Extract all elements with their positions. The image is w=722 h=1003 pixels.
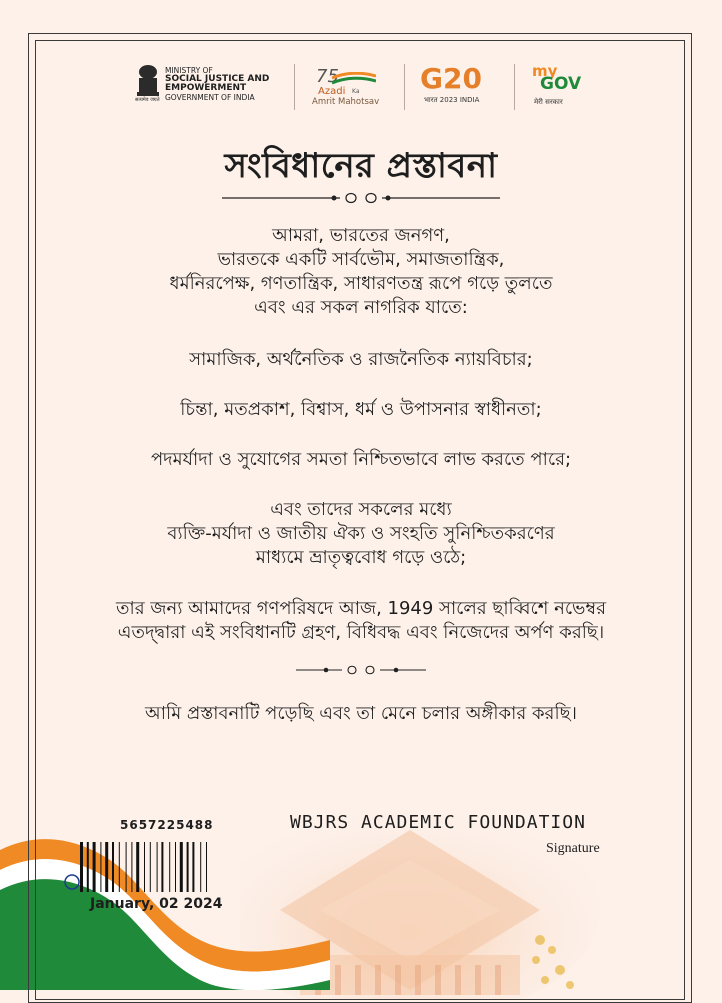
barcode-bar — [150, 842, 151, 892]
preamble-line: ধর্মনিরপেক্ষ, গণতান্ত্রিক, সাধারণতন্ত্র রূপে গড়ে তুলতে — [169, 273, 553, 294]
ministry-text — [165, 66, 269, 102]
mygov-logo — [530, 60, 590, 116]
barcode-bar — [144, 842, 145, 892]
barcode-bar — [126, 842, 127, 892]
preamble-paragraph-5 — [0, 498, 722, 570]
preamble-line: ব্যক্তি-মর্যাদা ও জাতীয় ঐক্য ও সংহতি সুনিশ্চিতকরণের — [167, 523, 555, 544]
azadi-ka-amrit-mahotsav-logo — [312, 60, 392, 116]
barcode-bar — [169, 842, 170, 892]
azadi-line1: Azadi — [318, 86, 346, 97]
ministry-line1: MINISTRY OF — [165, 66, 213, 75]
ministry-line3: EMPOWERMENT — [165, 83, 247, 93]
barcode-bar — [175, 842, 176, 892]
barcode-bar — [80, 842, 83, 892]
barcode-bar — [200, 842, 201, 892]
barcode-bar — [93, 842, 96, 892]
barcode-bar — [87, 842, 89, 892]
preamble-paragraph-1 — [0, 224, 722, 320]
ministry-line2: SOCIAL JUSTICE AND — [165, 74, 270, 84]
g20-line: भारत 2023 INDIA — [424, 96, 480, 104]
logo-divider — [404, 64, 405, 110]
ministry-line4: GOVERNMENT OF INDIA — [165, 93, 255, 102]
barcode-bar — [180, 842, 183, 892]
preamble-paragraph-6 — [0, 597, 722, 645]
page-title: সংবিধানের প্রস্তাবনা — [224, 146, 498, 186]
serial-number: 5657225488 — [120, 818, 214, 832]
mygov-my: my — [532, 62, 558, 80]
preamble-line: এতদ্দ্বারা এই সংবিধানটি গ্রহণ, বিধিবদ্ধ এবং নিজেদের অর্পণ করছি। — [117, 622, 605, 643]
mygov-gov: GOV — [540, 74, 582, 94]
preamble-liberty: চিন্তা, মতপ্রকাশ, বিশ্বাস, ধর্ম ও উপাসনার স্বাধীনতা; — [180, 399, 542, 420]
barcode-bar — [157, 842, 158, 892]
barcode-bar — [105, 842, 108, 892]
preamble-line: এবং তাদের সকলের মধ্যে — [270, 499, 452, 520]
title-ornament-divider — [222, 188, 500, 208]
barcode-bar — [136, 842, 139, 892]
barcode-bar — [100, 842, 101, 892]
preamble-line: এবং এর সকল নাগরিক যাতে: — [254, 297, 468, 318]
preamble-justice: সামাজিক, অর্থনৈতিক ও রাজনৈতিক ন্যায়বিচার; — [189, 349, 533, 370]
barcode-bar — [119, 842, 120, 892]
emblem-caption: सत्यमेव जयते — [135, 97, 160, 103]
pledge-ornament-divider — [296, 660, 426, 680]
preamble-line: ভারতকে একটি সার্বভৌম, সমাজতান্ত্রিক, — [217, 249, 505, 270]
logo-bar — [0, 60, 722, 116]
pledge-text: আমি প্রস্তাবনাটি পড়েছি এবং তা মেনে চলার অঙ্গীকার করছি। — [145, 703, 577, 724]
preamble-line: তার জন্য আমাদের গণপরিষদে আজ, 1949 সালের ছাব্বিশে নভেম্বর — [116, 598, 606, 619]
barcode-bar — [161, 842, 163, 892]
g20-mark: G20 — [420, 62, 482, 95]
azadi-75-number: 75 — [316, 66, 339, 87]
ministry-logo — [135, 60, 290, 116]
tricolor-swoosh-icon — [332, 72, 376, 86]
barcode-bar — [112, 842, 114, 892]
preamble-line: মাধ্যমে ভ্রাতৃত্ববোধ গড়ে ওঠে; — [255, 547, 467, 568]
barcode-bar — [206, 842, 207, 892]
azadi-line3: Amrit Mahotsav — [312, 97, 380, 107]
barcode-bar — [187, 842, 189, 892]
preamble-equality: পদমর্যাদা ও সুযোগের সমতা নিশ্চিতভাবে লাভ করতে পারে; — [150, 449, 572, 470]
azadi-line2: Ka — [352, 88, 360, 95]
issue-date: January, 02 2024 — [90, 896, 223, 912]
signature-label: Signature — [546, 841, 600, 856]
mygov-sub: मेरी सरकार — [534, 98, 563, 106]
barcode-bar — [131, 842, 132, 892]
logo-divider — [514, 64, 515, 110]
barcode-image — [80, 842, 260, 892]
logo-divider — [294, 64, 295, 110]
preamble-line: আমরা, ভারতের জনগণ, — [272, 225, 450, 246]
barcode-bar — [192, 842, 194, 892]
foundation-signature-name: WBJRS ACADEMIC FOUNDATION — [290, 812, 586, 833]
g20-logo — [418, 60, 500, 116]
